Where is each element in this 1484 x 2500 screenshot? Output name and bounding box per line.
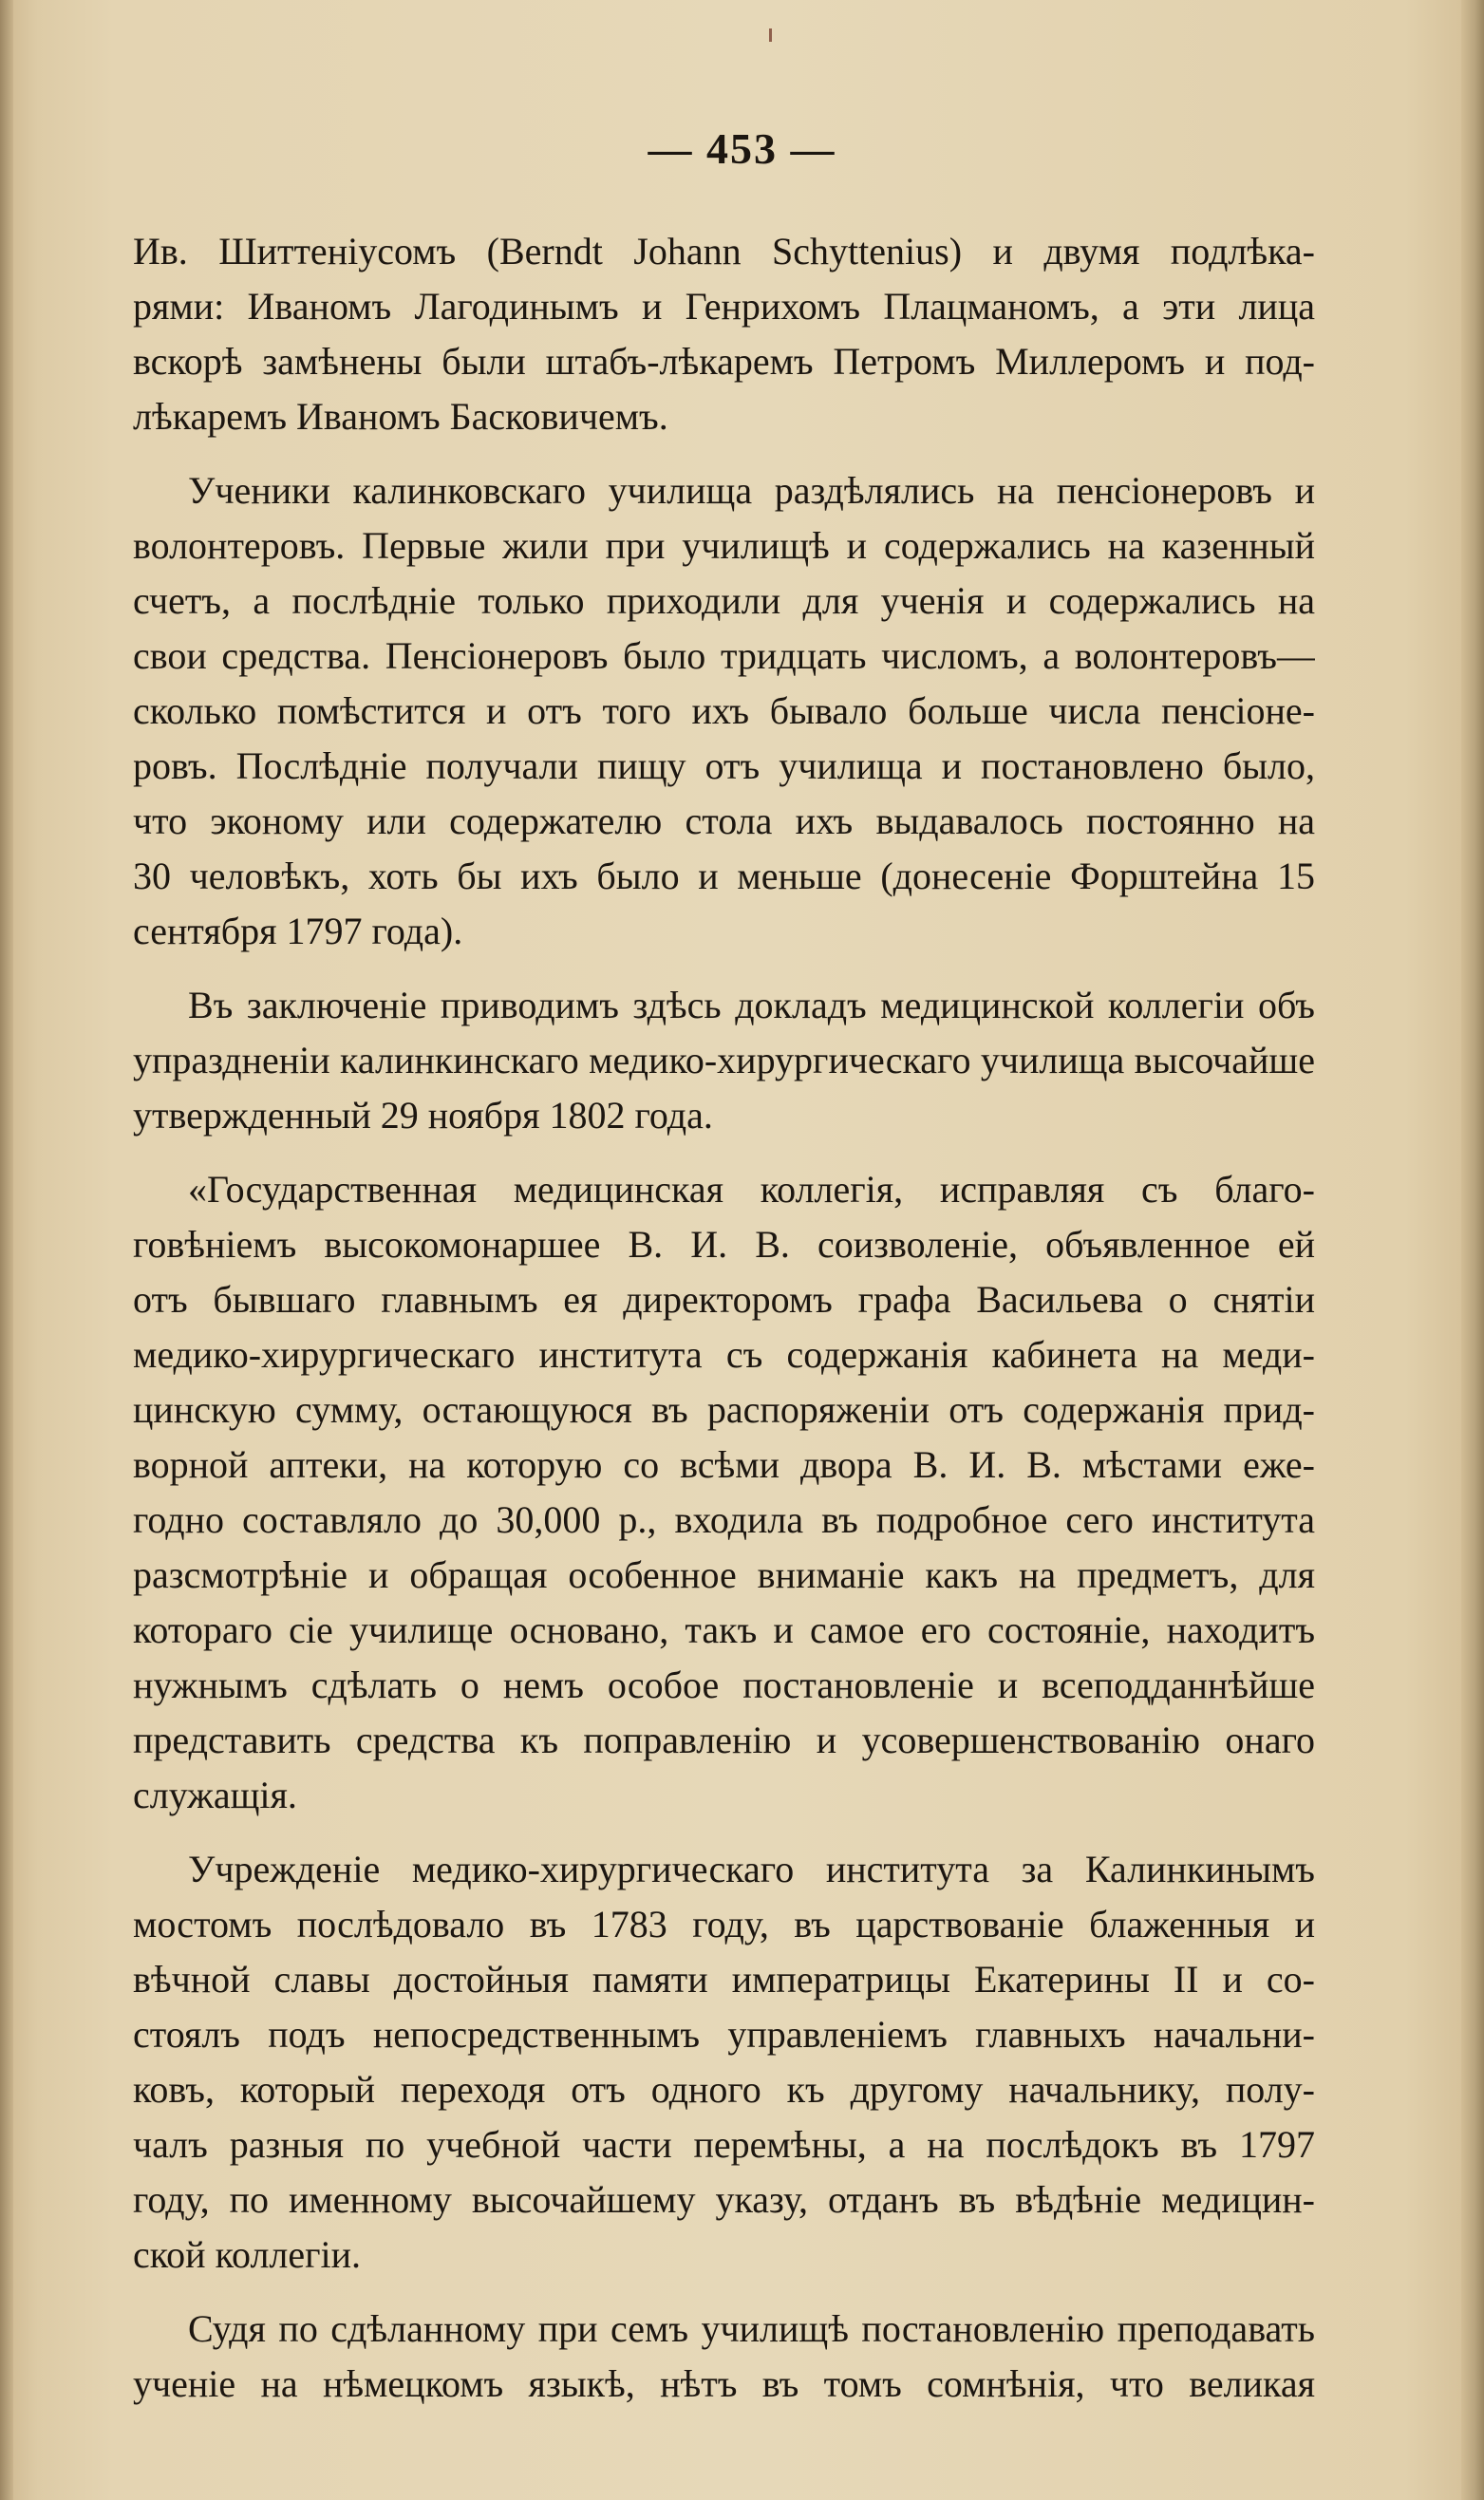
text-line: разсмотрѣніе и обращая особенное вниманіе какъ на предметъ, для [133, 1553, 1315, 1596]
text-line: чалъ разныя по учебной части перемѣны, а на послѣдокъ въ 1797 [133, 2123, 1315, 2166]
text-line: счетъ, а послѣдніе только приходили для ученія и содержались на [133, 579, 1315, 622]
text-line: медико-хирургическаго института съ содержанія кабинета на меди- [133, 1333, 1315, 1376]
text-line: говѣніемъ высокомонаршее В. И. В. соизволеніе, объявленное ей [133, 1223, 1315, 1266]
text-line: сколько помѣстится и отъ того ихъ бывало больше числа пенсіоне- [133, 689, 1315, 732]
text-line: сентября 1797 года). [133, 910, 463, 952]
text-line: отъ бывшаго главнымъ ея директоромъ графа Васильева о снятіи [133, 1278, 1315, 1321]
paragraph [133, 463, 1315, 959]
text-line: волонтеровъ. Первые жили при училищѣ и содержались на казенный [133, 524, 1315, 567]
paragraph-gap [133, 2283, 1315, 2302]
text-line: свои средства. Пенсіонеровъ было тридцать числомъ, а волонтеровъ— [133, 634, 1315, 677]
text-line: Судя по сдѣланному при семъ училищѣ постановленію преподавать [188, 2307, 1315, 2350]
text-line: ученіе на нѣмецкомъ языкѣ, нѣтъ въ томъ сомнѣнія, что великая [133, 2362, 1315, 2405]
text-line: 30 человѣкъ, хоть бы ихъ было и меньше (донесеніе Форштейна 15 [133, 855, 1315, 897]
page-left-edge [0, 0, 13, 2500]
paragraph-gap [133, 444, 1315, 463]
paragraph [133, 978, 1315, 1143]
ink-mark [769, 28, 772, 42]
text-line: стоялъ подъ непосредственнымъ управленіемъ главныхъ начальни- [133, 2013, 1315, 2056]
text-line: лѣкаремъ Иваномъ Басковичемъ. [133, 395, 668, 438]
text-line: цинскую сумму, остающуюся въ распоряженіи отъ содержанія прид- [133, 1388, 1315, 1431]
text-line: что эконому или содержателю стола ихъ выдавалось постоянно на [133, 799, 1315, 842]
paragraph-gap [133, 959, 1315, 978]
text-line: упраздненіи калинкинскаго медико-хирургическаго училища высочайше [133, 1039, 1315, 1081]
text-line: рями: Иваномъ Лагодинымъ и Генрихомъ Плацманомъ, а эти лица [133, 285, 1315, 328]
text-line: годно составляло до 30,000 р., входила въ подробное сего института [133, 1498, 1315, 1541]
text-line: ковъ, который переходя отъ одного къ другому начальнику, полу- [133, 2068, 1315, 2111]
text-line: Ив. Шиттеніусомъ (Berndt Johann Schyttenius) и двумя подлѣка- [133, 230, 1315, 273]
text-line: вѣчной славы достойныя памяти императрицы Екатерины II и со- [133, 1958, 1315, 2001]
text-line: вскорѣ замѣнены были штабъ-лѣкаремъ Петромъ Миллеромъ и под- [133, 340, 1315, 383]
text-line: ворной аптеки, на которую со всѣми двора В. И. В. мѣстами еже- [133, 1443, 1315, 1486]
text-line: «Государственная медицинская коллегія, исправляя съ благо- [188, 1168, 1315, 1211]
text-line: году, по именному высочайшему указу, отданъ въ вѣдѣніе медицин- [133, 2178, 1315, 2221]
text-line: ской коллегіи. [133, 2233, 362, 2276]
text-line: Учрежденіе медико-хирургическаго института за Калинкинымъ [188, 1848, 1315, 1890]
text-line: мостомъ послѣдовало въ 1783 году, въ царствованіе блаженныя и [133, 1903, 1315, 1945]
paragraph-gap [133, 1143, 1315, 1162]
paragraph [133, 2302, 1315, 2412]
text-line: Ученики калинковскаго училища раздѣлялись на пенсіонеровъ и [188, 469, 1315, 512]
paragraph [133, 1162, 1315, 1823]
body-text [133, 224, 1315, 2412]
text-line: утвержденный 29 ноября 1802 года. [133, 1094, 713, 1137]
text-line: Въ заключеніе приводимъ здѣсь докладъ медицинской коллегіи объ [188, 984, 1315, 1026]
text-line: котораго сіе училище основано, такъ и самое его состояніе, находитъ [133, 1608, 1315, 1651]
text-line: служащія. [133, 1774, 297, 1816]
page-number: — 453 — [648, 124, 836, 173]
page-right-edge [1461, 0, 1484, 2500]
paragraph [133, 224, 1315, 444]
paragraph-gap [133, 1823, 1315, 1842]
text-line: нужнымъ сдѣлать о немъ особое постановленіе и всеподданнѣйше [133, 1664, 1315, 1706]
paragraph [133, 1842, 1315, 2283]
text-line: представить средства къ поправленію и усовершенствованію онаго [133, 1719, 1315, 1761]
text-line: ровъ. Послѣдніе получали пищу отъ училища и постановлено было, [133, 744, 1315, 787]
